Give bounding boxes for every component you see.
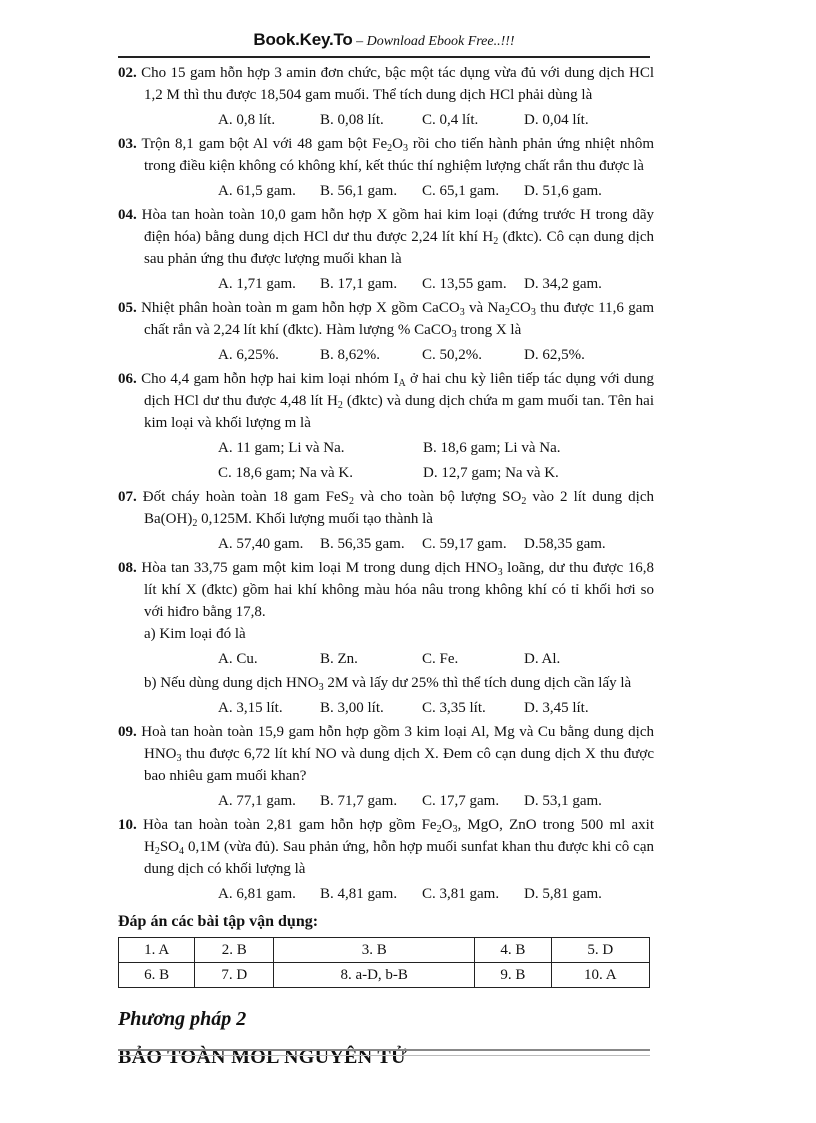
question-08-part-b: b) Nếu dùng dung dịch $HNO_3$ 2M và lấy dư 25% thì thể tích dung dịch cần lấy là	[144, 675, 632, 693]
question-07: 07. Đốt cháy hoàn toàn 18 gam FeS$_2$ và cho toàn bộ lượng $SO_2$ vào 2 lít dung dịch $Ba(OH)_2$ 0,125M. Khối lượng muối tạo thành là	[118, 489, 655, 529]
option: B. 56,1 gam.	[320, 183, 398, 199]
option: C. 13,55 gam.	[422, 276, 507, 292]
answer-cell: 9. B	[475, 963, 551, 988]
option: A. 11 gam; Li và Na.	[218, 440, 345, 456]
options-08b	[118, 697, 654, 719]
question-09: 09. Hoà tan hoàn toàn 15,9 gam hỗn hợp gồm 3 kim loại Al, Mg và Cu bằng dung dịch $HNO_3$ thu được 6,72 lít khí NO và dung dịch X. Đem cô cạn dung dịch X thu được bao nhiêu gam muối khan?	[118, 724, 654, 784]
option: B. 17,1 gam.	[320, 276, 398, 292]
option: D. 53,1 gam.	[524, 793, 602, 809]
table-row	[119, 963, 650, 988]
option: A. 6,81 gam.	[218, 886, 296, 902]
options-10	[118, 883, 654, 905]
option: A. 57,40 gam.	[218, 536, 304, 552]
question-10: 10. Hòa tan hoàn toàn 2,81 gam hỗn hợp gồm $Fe_2O_3$, MgO, ZnO trong 500 ml axit $H_2SO_4$ 0,1M (vừa đủ). Sau phản ứng, hỗn hợp muối sunfat khan thu được khi cô cạn dung dịch có khối lượng là	[118, 817, 655, 877]
option: B. 71,7 gam.	[320, 793, 398, 809]
option: D. 5,81 gam.	[524, 886, 602, 902]
page-content	[118, 62, 654, 1070]
options-03	[118, 180, 654, 202]
options-06-row2	[118, 462, 654, 484]
options-06-row1	[118, 437, 654, 459]
option: C. 50,2%.	[422, 347, 482, 363]
section-title: BẢO TOÀN MOL NGUYÊN TỬ	[118, 1046, 408, 1068]
option: D. 62,5%.	[524, 347, 585, 363]
option: B. 4,81 gam.	[320, 886, 398, 902]
table-row	[119, 938, 650, 963]
option: A. 3,15 lít.	[218, 700, 283, 716]
option: B. 0,08 lít.	[320, 112, 384, 128]
option: B. 8,62%.	[320, 347, 380, 363]
options-08a	[118, 648, 654, 670]
page-header	[118, 30, 650, 58]
option: D. 12,7 gam; Na và K.	[423, 465, 559, 481]
option: C. 0,4 lít.	[422, 112, 479, 128]
question-03: 03. Trộn 8,1 gam bột Al với 48 gam bột $Fe_2O_3$ rồi cho tiến hành phản ứng nhiệt nhôm trong điều kiện không có không khí, kết thúc thí nghiệm lượng chất rắn thu được là	[118, 136, 655, 174]
answer-cell: 7. D	[195, 963, 274, 988]
answer-cell: 6. B	[119, 963, 195, 988]
question-08: 08. Hòa tan 33,75 gam một kim loại M trong dung dịch $HNO_3$ loãng, dư thu được 16,8 lít khí X (đktc) gồm hai khí không màu hóa nâu trong không khí có tỉ khối hơi so với hiđro bằng 17,8.	[118, 560, 654, 620]
answer-cell: 4. B	[475, 938, 551, 963]
option: C. 65,1 gam.	[422, 183, 500, 199]
option: D. 3,45 lít.	[524, 700, 589, 716]
answer-cell: 2. B	[195, 938, 274, 963]
option: C. 3,35 lít.	[422, 700, 486, 716]
options-02	[118, 109, 654, 131]
answer-cell: 10. A	[551, 963, 649, 988]
option: C. 17,7 gam.	[422, 793, 500, 809]
question-04: 04. Hòa tan hoàn toàn 10,0 gam hỗn hợp X gồm hai kim loại (đứng trước H trong dãy điện hóa) bằng dung dịch HCl dư thu được 2,24 lít khí $H_2$ (đktc). Cô cạn dung dịch sau phản ứng thu được lượng muối khan là	[118, 207, 655, 267]
answer-cell: 3. B	[274, 938, 475, 963]
answer-cell: 5. D	[551, 938, 649, 963]
option: A. 61,5 gam.	[218, 183, 296, 199]
option: C. Fe.	[422, 651, 459, 667]
header-brand: Book.Key.To	[253, 30, 353, 49]
option: D. 51,6 gam.	[524, 183, 602, 199]
question-02: 02. Cho 15 gam hỗn hợp 3 amin đơn chức, bậc một tác dụng vừa đủ với dung dịch HCl 1,2 M thì thu được 18,504 gam muối. Thể tích dung dịch HCl phải dùng là	[118, 65, 655, 103]
option: C. 3,81 gam.	[422, 886, 500, 902]
question-06: 06. Cho 4,4 gam hỗn hợp hai kim loại nhóm $I_A$ ở hai chu kỳ liên tiếp tác dụng với dung dịch HCl dư thu được 4,48 lít $H_2$ (đktc) và dung dịch chứa m gam muối tan. Tên hai kim loại và khối lượng m là	[118, 371, 655, 431]
option: B. Zn.	[320, 651, 358, 667]
answer-cell: 1. A	[119, 938, 195, 963]
option: A. Cu.	[218, 651, 258, 667]
option: A. 77,1 gam.	[218, 793, 296, 809]
answer-table	[118, 937, 650, 988]
section-divider	[118, 1049, 650, 1056]
option: A. 6,25%.	[218, 347, 279, 363]
option: B. 56,35 gam.	[320, 536, 405, 552]
option: D. 0,04 lít.	[524, 112, 589, 128]
option: A. 0,8 lít.	[218, 112, 276, 128]
option: B. 18,6 gam; Li và Na.	[423, 440, 561, 456]
option: D. Al.	[524, 651, 561, 667]
header-tagline: – Download Ebook Free..!!!	[352, 34, 515, 49]
method-heading: Phương pháp 2	[118, 1008, 247, 1030]
options-09	[118, 790, 654, 812]
question-05: 05. Nhiệt phân hoàn toàn m gam hỗn hợp X gồm CaCO$_3$ và $Na_2CO_3$ thu được 11,6 gam chất rắn và 2,24 lít khí (đktc). Hàm lượng % CaCO$_3$ trong X là	[118, 300, 655, 340]
answer-cell: 8. a-D, b-B	[274, 963, 475, 988]
option: C. 18,6 gam; Na và K.	[218, 465, 353, 481]
options-05	[118, 344, 654, 366]
option: C. 59,17 gam.	[422, 536, 507, 552]
option: A. 1,71 gam.	[218, 276, 296, 292]
options-04	[118, 273, 654, 295]
option: D. 34,2 gam.	[524, 276, 602, 292]
option: B. 3,00 lít.	[320, 700, 384, 716]
answers-title: Đáp án các bài tập vận dụng:	[118, 913, 319, 930]
option: D.58,35 gam.	[524, 536, 606, 552]
question-08-part-a: a) Kim loại đó là	[144, 626, 246, 642]
options-07	[118, 533, 654, 555]
